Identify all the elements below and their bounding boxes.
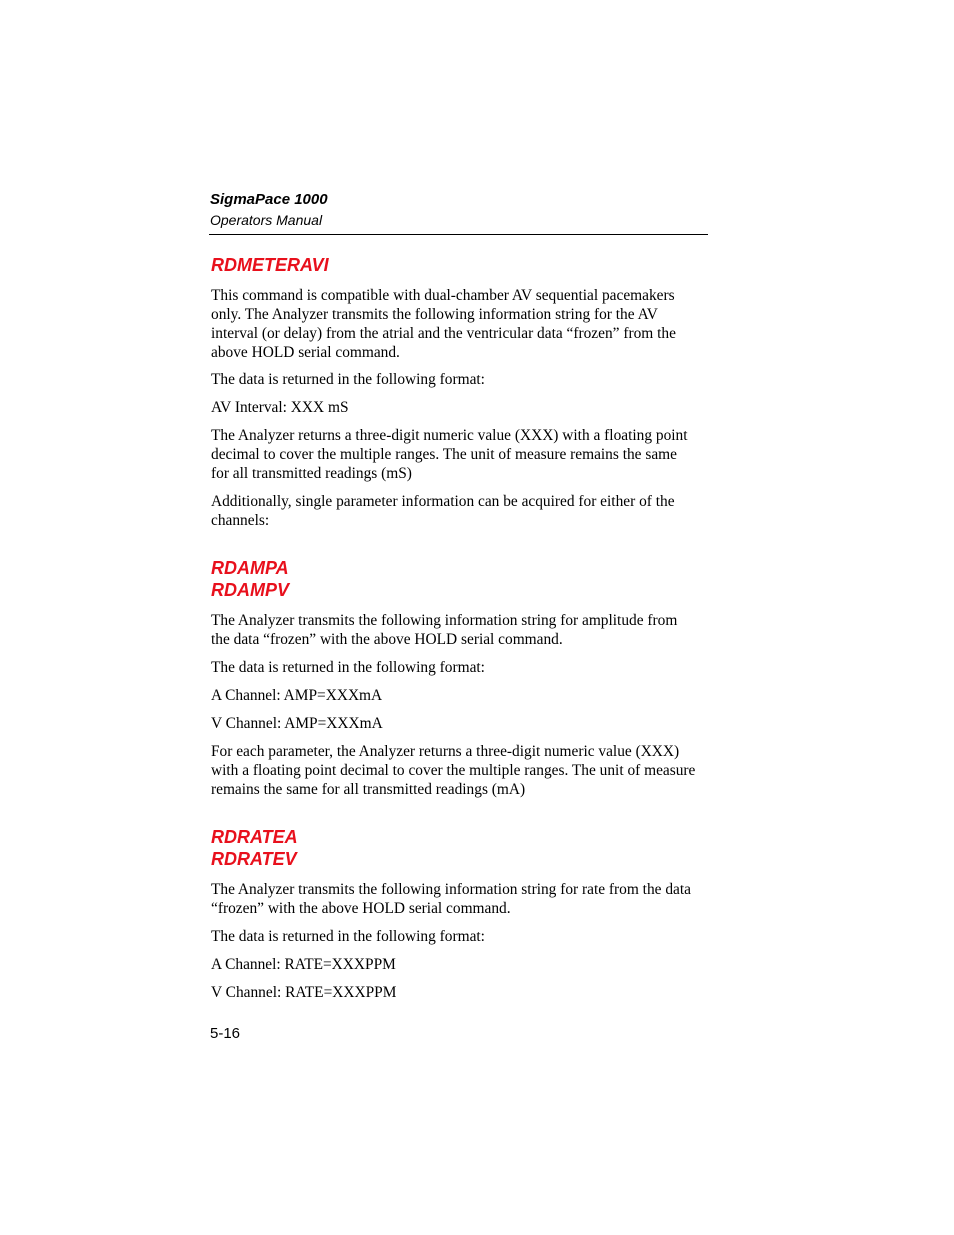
header-divider xyxy=(209,234,708,235)
paragraph-format-intro: The data is returned in the following format: xyxy=(211,928,485,945)
manual-subtitle: Operators Manual xyxy=(210,212,323,228)
page-number: 5-16 xyxy=(210,1025,241,1042)
paragraph-amplitude-value-info: For each parameter, the Analyzer returns a three-digit numeric value (XXX) with a floating point decimal to cover the multiple ranges. The unit of measure remains the same for all transmitted readings (mA) xyxy=(211,743,696,798)
paragraph-amplitude-description: The Analyzer transmits the following information string for amplitude from the data “frozen” with the above HOLD serial command. xyxy=(211,612,678,648)
paragraph-single-parameter-info: Additionally, single parameter information can be acquired for either of the channels: xyxy=(211,493,675,529)
paragraph-format-a-channel-amp: A Channel: AMP=XXXmA xyxy=(211,687,383,704)
heading-rdratev: RDRATEV xyxy=(211,849,297,869)
manual-title: SigmaPace 1000 xyxy=(210,191,328,208)
paragraph-rdmeteravi-description: This command is compatible with dual-chamber AV sequential pacemakers only. The Analyzer transmits the following information string for the AV interval (or delay) from the atrial and the ventricular data “frozen” from the above HOLD serial command. xyxy=(211,287,676,361)
heading-rdampv: RDAMPV xyxy=(211,580,290,600)
paragraph-format-a-channel-rate: A Channel: RATE=XXXPPM xyxy=(211,956,396,973)
paragraph-format-intro: The data is returned in the following format: xyxy=(211,659,485,676)
paragraph-rate-description: The Analyzer transmits the following information string for rate from the data “frozen” with the above HOLD serial command. xyxy=(211,881,691,917)
paragraph-format-v-channel-rate: V Channel: RATE=XXXPPM xyxy=(211,984,397,1001)
paragraph-format-v-channel-amp: V Channel: AMP=XXXmA xyxy=(211,715,383,732)
heading-rdratea: RDRATEA xyxy=(211,827,298,847)
paragraph-rdmeteravi-value-info: The Analyzer returns a three-digit numeric value (XXX) with a floating point decimal to cover the multiple ranges. The unit of measure remains the same for all transmitted readings (mS) xyxy=(211,427,688,482)
heading-rdampa: RDAMPA xyxy=(211,558,289,578)
paragraph-format-intro: The data is returned in the following format: xyxy=(211,371,485,388)
paragraph-format-av-interval: AV Interval: XXX mS xyxy=(211,399,349,416)
heading-rdmeteravi: RDMETERAVI xyxy=(211,255,329,275)
